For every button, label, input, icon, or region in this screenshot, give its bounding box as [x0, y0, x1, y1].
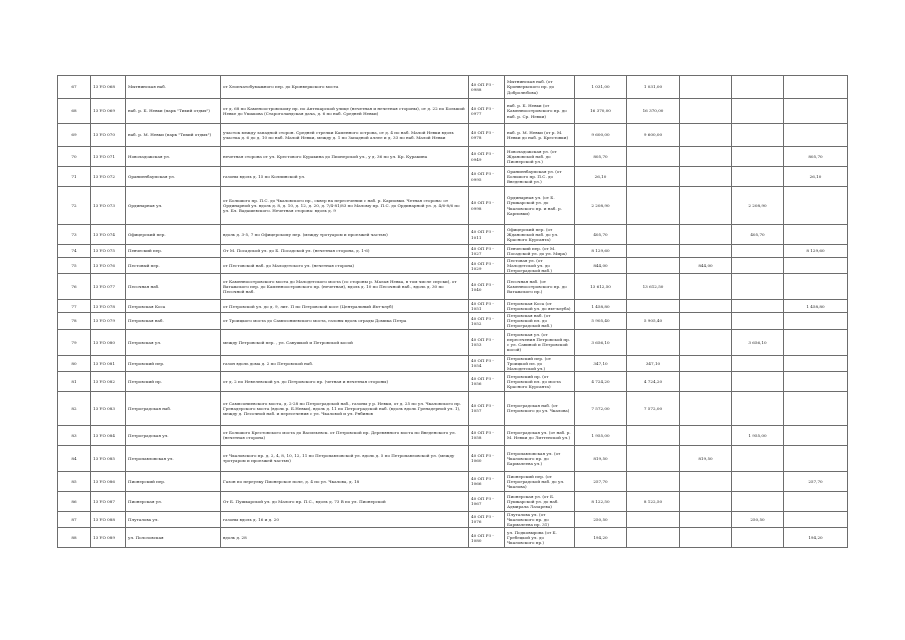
road-register-number: 40 ОП РЗ - 1080	[469, 528, 505, 548]
table-row	[58, 147, 848, 167]
row-number: 67	[58, 76, 91, 99]
road-register-number: 40 ОП РЗ - 1040	[469, 274, 505, 300]
road-boundaries: Ординарная ул. (от Б. Пушкарской ул. до Чкаловского пр. и наб. р. Карповки)	[505, 187, 575, 225]
area-category-b	[680, 274, 732, 300]
row-number: 86	[58, 491, 91, 511]
object-location-description: от Петровской ул. до д. 9, лит. П по Петровской косе (Центральный Яхт-клуб)	[221, 300, 469, 313]
object-location-description: от Сампсониевского моста, д. 2-28 по Петроградской наб., газоны у р. Невки, от д. 25 по ул. Чкаловского пр. Гренадерского моста (вдоль р. Б.Невки), вдоль д. 11 по Петроградской наб. (вдоль вдоль Гренадерной ул. 1), между д. Песочной наб. и пересечения с ул. Чкаловой и ул. Рябинов	[221, 391, 469, 425]
total-area: 405,70	[575, 225, 627, 245]
area-category-a	[627, 147, 680, 167]
road-register-number: 40 ОП РЗ - 1066	[469, 471, 505, 491]
object-code: 13 УО 083	[91, 391, 126, 425]
road-register-number: 40 ОП РЗ - 0949	[469, 147, 505, 167]
total-area: 8 129,60	[575, 245, 627, 258]
road-boundaries: Пионерский пер. (от Петроградской наб. до ул. Чкалова)	[505, 471, 575, 491]
area-category-a	[627, 528, 680, 548]
area-category-b	[680, 187, 732, 225]
object-code: 13 УО 076	[91, 258, 126, 274]
total-area: 8 122,50	[575, 491, 627, 511]
area-category-c	[732, 528, 784, 548]
road-boundaries: наб. р. Б. Невки (от Каменноостровского пр. до наб. р. Ср. Невки)	[505, 99, 575, 124]
area-category-d	[784, 425, 848, 445]
road-register-number: 40 ОП РЗ - 1057	[469, 391, 505, 425]
road-boundaries: Плуталова ул. (от Чкаловского пр. до Бармалеева пр. 31)	[505, 511, 575, 527]
total-area: 1 031,00	[575, 76, 627, 99]
object-code: 13 УО 069	[91, 99, 126, 124]
road-boundaries: Петровская наб. (от Петровской пл. до Петроградской наб.)	[505, 313, 575, 329]
area-category-b	[680, 245, 732, 258]
object-name: Певческий пер.	[126, 245, 221, 258]
area-category-d	[784, 391, 848, 425]
row-number: 73	[58, 225, 91, 245]
road-boundaries: Пионерская ул. (от Б. Пушкарской ул. до наб. Адмирала Лазарева)	[505, 491, 575, 511]
object-name: Мытнинская наб.	[126, 76, 221, 99]
area-category-a	[627, 425, 680, 445]
object-name: Петровская наб.	[126, 313, 221, 329]
area-category-d	[784, 124, 848, 147]
road-boundaries: Песочная наб. (от Каменноостровского пр. до Ватажского пр.)	[505, 274, 575, 300]
object-code: 13 УО 073	[91, 187, 126, 225]
object-code: 13 УО 082	[91, 371, 126, 391]
area-category-c	[732, 99, 784, 124]
area-category-c	[732, 147, 784, 167]
object-name: Пионерская ул.	[126, 491, 221, 511]
object-location-description: вдоль д. 3-5, 7 по Офицерскому пер. (между тротуаром и проезжей частью)	[221, 225, 469, 245]
area-category-a: 347,10	[627, 355, 680, 371]
row-number: 72	[58, 187, 91, 225]
area-category-b	[680, 371, 732, 391]
row-number: 78	[58, 313, 91, 329]
object-code: 13 УО 074	[91, 225, 126, 245]
row-number: 75	[58, 258, 91, 274]
table-row	[58, 511, 848, 527]
object-name: Песочная наб.	[126, 274, 221, 300]
area-category-a: 5 905,40	[627, 313, 680, 329]
area-category-b	[680, 471, 732, 491]
table-row	[58, 329, 848, 355]
area-category-a: 7 572,00	[627, 391, 680, 425]
object-location-description: нечетная сторона от ул. Крестового Куракина до Пионерской ул., у д. 36 по ул. Кр. Куракина	[221, 147, 469, 167]
object-location-description: от Хлопчатобумажного пер. до Кронверкского моста	[221, 76, 469, 99]
object-location-description: от Каменноостровского моста до Малодетского моста (со стороны р. Малая Невка, в том числе спуски), от Ватажского пер. до Каменноостровского пр. (нечетная), вдоль д. 10 по Песочной наб., вдоль д. 30 по Песочной наб.	[221, 274, 469, 300]
row-number: 82	[58, 391, 91, 425]
area-category-c	[732, 491, 784, 511]
object-code: 13 УО 087	[91, 491, 126, 511]
road-register-number: 40 ОП РЗ - 0995	[469, 167, 505, 187]
row-number: 83	[58, 425, 91, 445]
object-location-description: вдоль д. 28	[221, 528, 469, 548]
area-category-c	[732, 124, 784, 147]
area-category-b	[680, 313, 732, 329]
road-boundaries: наб. р. М. Невки (от р. М. Невки до наб. р. Крестовки)	[505, 124, 575, 147]
object-code: 13 УО 070	[91, 124, 126, 147]
object-code: 13 УО 089	[91, 528, 126, 548]
table-row	[58, 425, 848, 445]
area-category-c	[732, 300, 784, 313]
register-sheet	[57, 75, 847, 548]
area-category-d	[784, 258, 848, 274]
area-category-b: 819,50	[680, 445, 732, 471]
table-row	[58, 471, 848, 491]
road-register-number: 40 ОП РЗ - 1053	[469, 329, 505, 355]
area-category-a	[627, 225, 680, 245]
road-register-number: 40 ОП РЗ - 0988	[469, 76, 505, 99]
total-area: 26,10	[575, 167, 627, 187]
road-boundaries: Петровский пер. (от Троицкой пл. до Малодетской ул.)	[505, 355, 575, 371]
object-code: 13 УО 086	[91, 471, 126, 491]
object-name: наб. р. Б. Невки (парк "Тихий отдых")	[126, 99, 221, 124]
table-row	[58, 187, 848, 225]
row-number: 77	[58, 300, 91, 313]
object-name: Петроградская наб.	[126, 391, 221, 425]
area-category-a: 8 122,50	[627, 491, 680, 511]
object-code: 13 УО 081	[91, 355, 126, 371]
table-row	[58, 391, 848, 425]
total-area: 7 572,00	[575, 391, 627, 425]
area-category-b	[680, 355, 732, 371]
row-number: 81	[58, 371, 91, 391]
table-row	[58, 258, 848, 274]
area-category-d	[784, 355, 848, 371]
total-area: 194,20	[575, 528, 627, 548]
green-zones-register-table	[57, 75, 848, 548]
area-category-c	[732, 371, 784, 391]
total-area: 16 370,00	[575, 99, 627, 124]
total-area: 4 724,20	[575, 371, 627, 391]
road-boundaries: Петровская Коса (от Петровской ул. до яхт-клуба)	[505, 300, 575, 313]
object-location-description: газоны вдоль д. 15 по Колпинской ул.	[221, 167, 469, 187]
total-area: 13 612,50	[575, 274, 627, 300]
total-area: 1 458,80	[575, 300, 627, 313]
area-category-b	[680, 99, 732, 124]
object-location-description: от Пестовской наб. до Малодетского ул. (нечетная сторона)	[221, 258, 469, 274]
object-code: 13 УО 072	[91, 167, 126, 187]
object-location-description: от д. 68 по Каменоостровскому пр. по Аптекарской улице (нечетная и нечетная стороны), от д. 22 по Большой Невке до Ушакова (Староголандская дача, д. 6 по наб. Средней Невки)	[221, 99, 469, 124]
object-location-description: от Большого Крестовского моста до Васильевск. от Петровской пр. Деревянного моста по Введенского ул. (нечетная сторона)	[221, 425, 469, 445]
area-category-d: 1 458,80	[784, 300, 848, 313]
total-area: 1 955,00	[575, 425, 627, 445]
object-location-description: газон вдоль дома д. 2 по Петровской наб.	[221, 355, 469, 371]
road-boundaries: ул. Подковырова (от Б. Гребецкой ул. до Чкаловского пр.)	[505, 528, 575, 548]
area-category-d	[784, 371, 848, 391]
area-category-c	[732, 167, 784, 187]
object-code: 13 УО 080	[91, 329, 126, 355]
road-boundaries: Петровская ул. (от пересечения Петровской пр. с ул. Савиной и Петровской косой)	[505, 329, 575, 355]
total-area: 819,50	[575, 445, 627, 471]
object-name: Петровская Коса	[126, 300, 221, 313]
row-number: 80	[58, 355, 91, 371]
area-category-d	[784, 329, 848, 355]
area-category-a	[627, 511, 680, 527]
area-category-a	[627, 445, 680, 471]
object-code: 13 УО 085	[91, 445, 126, 471]
area-category-a	[627, 471, 680, 491]
area-category-c: 405,70	[732, 225, 784, 245]
object-code: 13 УО 071	[91, 147, 126, 167]
table-row	[58, 245, 848, 258]
row-number: 70	[58, 147, 91, 167]
area-category-b	[680, 225, 732, 245]
table-body	[58, 76, 848, 548]
object-location-description: газоны вдоль д. 16 и д. 20	[221, 511, 469, 527]
area-category-d: 8 129,60	[784, 245, 848, 258]
area-category-d	[784, 274, 848, 300]
area-category-d	[784, 225, 848, 245]
road-boundaries: Петровский пр. (от Петровской пл. до моста Красного Курсанта)	[505, 371, 575, 391]
area-category-b	[680, 491, 732, 511]
object-name: Петровский пр.	[126, 371, 221, 391]
row-number: 87	[58, 511, 91, 527]
area-category-a	[627, 187, 680, 225]
row-number: 68	[58, 99, 91, 124]
object-code: 13 УО 079	[91, 313, 126, 329]
area-category-c	[732, 471, 784, 491]
area-category-c	[732, 391, 784, 425]
row-number: 71	[58, 167, 91, 187]
road-boundaries: Петропавловская ул. (от Чкаловского пр. до Бармалеева ул.)	[505, 445, 575, 471]
area-category-d	[784, 491, 848, 511]
road-boundaries: Мытнинская наб. (от Кронверкского пр. до Добролюбова)	[505, 76, 575, 99]
object-name: Пестовый пер.	[126, 258, 221, 274]
road-boundaries: Петроградская ул. (от наб. р. М. Невки до Литтенской ул.)	[505, 425, 575, 445]
table-row	[58, 124, 848, 147]
object-code: 13 УО 077	[91, 274, 126, 300]
row-number: 85	[58, 471, 91, 491]
table-row	[58, 225, 848, 245]
total-area: 805,70	[575, 147, 627, 167]
object-name: наб. р. М. Невки (парк "Тихий отдых")	[126, 124, 221, 147]
area-category-b	[680, 76, 732, 99]
area-category-d	[784, 76, 848, 99]
area-category-b	[680, 511, 732, 527]
area-category-b	[680, 167, 732, 187]
row-number: 76	[58, 274, 91, 300]
area-category-d: 805,70	[784, 147, 848, 167]
total-area: 844,00	[575, 258, 627, 274]
table-row	[58, 99, 848, 124]
area-category-b	[680, 147, 732, 167]
area-category-a: 9 600,00	[627, 124, 680, 147]
road-register-number: 40 ОП РЗ - 1060	[469, 445, 505, 471]
area-category-d: 26,10	[784, 167, 848, 187]
area-category-a	[627, 167, 680, 187]
area-category-a	[627, 258, 680, 274]
object-code: 13 УО 068	[91, 76, 126, 99]
table-row	[58, 167, 848, 187]
road-register-number: 40 ОП РЗ - 1076	[469, 511, 505, 527]
road-boundaries: Пестовая ул. (от Малодетской ул. до Петроградской наб.)	[505, 258, 575, 274]
object-name: Плуталова ул.	[126, 511, 221, 527]
area-category-a	[627, 300, 680, 313]
area-category-a	[627, 329, 680, 355]
area-category-b: 844,00	[680, 258, 732, 274]
road-boundaries: Певческий пер. (от М. Посадской ул. до ул. Мира)	[505, 245, 575, 258]
total-area: 257,70	[575, 471, 627, 491]
object-location-description: от Троицкого моста до Сампсониевского моста, газоны вдоль ограды Домика Петра	[221, 313, 469, 329]
road-register-number: 40 ОП РЗ - 1058	[469, 425, 505, 445]
area-category-c	[732, 355, 784, 371]
object-name: Ординарная ул.	[126, 187, 221, 225]
road-boundaries: Новоладожская ул. (от Ждановской наб. до Пионерской ул.)	[505, 147, 575, 167]
area-category-a: 1 031,00	[627, 76, 680, 99]
object-location-description: От Б. Пушкарской ул. до Малого пр. П.С., вдоль д. 73 В по ул. Пионерской	[221, 491, 469, 511]
road-register-number: 40 ОП РЗ - 1027	[469, 245, 505, 258]
road-register-number: 40 ОП РЗ - 1051	[469, 300, 505, 313]
row-number: 79	[58, 329, 91, 355]
area-category-b	[680, 329, 732, 355]
area-category-c: 3 656,10	[732, 329, 784, 355]
object-location-description: от Чкаловского пр. д. 2, 4, 8, 10, 12, 11 по Петропавловской ул. вдоль д. 5 по Петропавловской ул. (между тротуаром и проезжей частью)	[221, 445, 469, 471]
object-name: ул. Полозовская	[126, 528, 221, 548]
total-area: 347,10	[575, 355, 627, 371]
object-code: 13 УО 088	[91, 511, 126, 527]
road-register-number: 40 ОП РЗ - 1056	[469, 371, 505, 391]
area-category-a: 16 370,00	[627, 99, 680, 124]
total-area: 9 600,00	[575, 124, 627, 147]
row-number: 74	[58, 245, 91, 258]
area-category-c	[732, 258, 784, 274]
area-category-d: 257,70	[784, 471, 848, 491]
road-boundaries: Ораниенбаумская ул. (от Большого пр. П.С. до Введенской ул.)	[505, 167, 575, 187]
road-register-number: 40 ОП РЗ - 1067	[469, 491, 505, 511]
table-row	[58, 371, 848, 391]
object-name: Ораниенбаумская ул.	[126, 167, 221, 187]
object-name: Новоладожская ул.	[126, 147, 221, 167]
area-category-b	[680, 528, 732, 548]
area-category-a: 4 724,20	[627, 371, 680, 391]
area-category-c	[732, 445, 784, 471]
table-row	[58, 355, 848, 371]
area-category-c	[732, 274, 784, 300]
object-code: 13 УО 075	[91, 245, 126, 258]
area-category-d	[784, 445, 848, 471]
area-category-b	[680, 425, 732, 445]
object-location-description: от Большого пр. П.С. до Чкаловского пр., сквер на пересечении с наб. р. Карповки. Четная сторона: от Ординарной ул. вдоль д. 8, д. 10, д. 12, д. 20, д. 7/4-81/83 по Малому пр. П.С. до Ординарной ул. д. 4/6-8/6 по ул. Бл. Вадашевского. Нечетная сторона: вдоль д. 9	[221, 187, 469, 225]
object-location-description: Газон по переулку Пионерское поле, д. 4 по ул. Чкалова, д. 18	[221, 471, 469, 491]
area-category-c: 250,50	[732, 511, 784, 527]
total-area: 3 656,10	[575, 329, 627, 355]
table-row	[58, 491, 848, 511]
object-name: Петровский пер.	[126, 355, 221, 371]
row-number: 88	[58, 528, 91, 548]
table-row	[58, 445, 848, 471]
object-name: Пионерский пер.	[126, 471, 221, 491]
area-category-b	[680, 300, 732, 313]
area-category-d	[784, 313, 848, 329]
area-category-a: 13 612,50	[627, 274, 680, 300]
total-area: 250,50	[575, 511, 627, 527]
road-register-number: 40 ОП РЗ - 1011	[469, 225, 505, 245]
table-row	[58, 300, 848, 313]
area-category-c	[732, 313, 784, 329]
object-name: Офицерский пер.	[126, 225, 221, 245]
area-category-c: 1 955,00	[732, 425, 784, 445]
area-category-a	[627, 245, 680, 258]
area-category-d	[784, 187, 848, 225]
object-location-description: между Петровской пер. , ул. Савушкой и Петровской косой	[221, 329, 469, 355]
area-category-d: 194,20	[784, 528, 848, 548]
area-category-c: 2 208,90	[732, 187, 784, 225]
area-category-d	[784, 511, 848, 527]
road-register-number: 40 ОП РЗ - 1052	[469, 313, 505, 329]
object-code: 13 УО 084	[91, 425, 126, 445]
total-area: 2 208,90	[575, 187, 627, 225]
road-boundaries: Офицерский пер. (от Ждановской наб. до ул. Красного Курсанта)	[505, 225, 575, 245]
area-category-b	[680, 124, 732, 147]
object-code: 13 УО 078	[91, 300, 126, 313]
object-name: Петроградская ул.	[126, 425, 221, 445]
road-register-number: 40 ОП РЗ - 1029	[469, 258, 505, 274]
road-register-number: 40 ОП РЗ - 0978	[469, 124, 505, 147]
object-location-description: от д. 2 по Невелевской ул. до Петровского пр. (четная и нечетная стороны)	[221, 371, 469, 391]
table-row	[58, 313, 848, 329]
object-location-description: От М. Посадской ул. до Б. Посадской ул. (нечетная сторона, д. 1-6)	[221, 245, 469, 258]
object-name: Петропавловская ул.	[126, 445, 221, 471]
object-name: Петровская ул.	[126, 329, 221, 355]
object-location-description: участок между западной сторон. Средней стрелки Каменного острова, от д. 4 по наб. Малой Невки вдоль участка д. 6 до д. 10 по наб. Малой Невки, между д. 1 по Западной аллее и д. 33 по наб. Малой Невки	[221, 124, 469, 147]
area-category-b	[680, 391, 732, 425]
road-register-number: 40 ОП РЗ - 1054	[469, 355, 505, 371]
area-category-c	[732, 245, 784, 258]
road-boundaries: Петроградская наб. (от Петровского до ул. Чкалова)	[505, 391, 575, 425]
area-category-d	[784, 99, 848, 124]
total-area: 5 905,40	[575, 313, 627, 329]
road-register-number: 40 ОП РЗ - 0998	[469, 187, 505, 225]
table-row	[58, 76, 848, 99]
row-number: 69	[58, 124, 91, 147]
table-row	[58, 274, 848, 300]
area-category-c	[732, 76, 784, 99]
table-row	[58, 528, 848, 548]
row-number: 84	[58, 445, 91, 471]
road-register-number: 40 ОП РЗ - 0977	[469, 99, 505, 124]
